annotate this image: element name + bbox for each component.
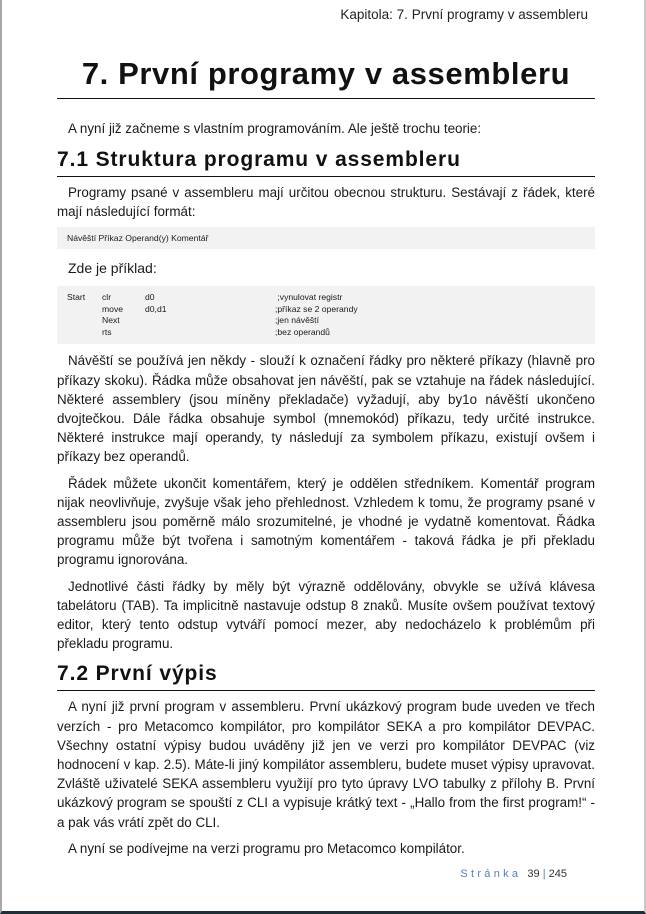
example-label: Zde je příklad: [68, 260, 157, 277]
page-content [57, 56, 595, 858]
section-heading-7-2: 7.2 První výpis [57, 661, 595, 691]
running-header: Kapitola: 7. První programy v assembleru [340, 7, 588, 22]
code-example [57, 286, 595, 344]
code-label [67, 327, 102, 339]
code-line [67, 327, 585, 339]
page-footer [460, 868, 567, 880]
code-comment: ;jen návěští [275, 315, 319, 326]
code-mnemonic: rts [102, 326, 112, 337]
code-mnemonic: Next [102, 315, 120, 326]
paragraph: Programy psané v assembleru mají určitou obecnou strukturu. Sestávají z řádek, které mají následující formát: [57, 185, 595, 220]
code-mnemonic: clr [102, 292, 112, 303]
paragraph: A nyní již první program v assembleru. První ukázkový program bude uveden ve třech verzích - pro Metacomco kompilátor, pro kompilátor SEKA a pro kompilátor DEVPAC. Všechny ostatní výpisy budou uváděny již jen ve verzi pro kompilátor DEVPAC (viz hodnocení v kap. 2.5). Máte-li jiný kompilátor assembleru, budete muset výpisy upravovat. Zvláště uživatelé SEKA assembleru využijí pro tyto úpravy LVO tabulky z přílohy B. První ukázkový program se spouští z CLI a vypisuje krátký text - „Hallo from the first program!“ - a pak vás vrátí zpět do CLI. [57, 699, 595, 830]
code-label [67, 304, 102, 316]
paragraph: Návěští se používá jen někdy - slouží k označení řádky pro některé příkazy (hlavně pro příkazy skoku). Řádka může obsahovat jen návěští, pak se vztahuje na řádek následující. Některé assemblery (jsou míněny překladače) vyžadují, aby by1o návěští ukončeno dvojtečkou. Dále řádka obsahuje symbol (mnemokód) příkazu, tedy určité instrukce. Některé instrukce mají operandy, ty následují za symbolem příkazu, existují ovšem i příkazy bez operandů. [57, 353, 595, 465]
paragraph: Řádek můžete ukončit komentářem, který je oddělen středníkem. Komentář program nijak neovlivňuje, zvyšuje však jeho přehlednost. Vzhledem k tomu, že programy psané v assembleru jsou poměrně málo srozumitelné, je vhodné je vydatně komentovat. Řádka programu může být tvořena i samotným komentářem - taková řádka je při překladu programu ignorována. [57, 475, 595, 568]
code-operands: d0,d1 [145, 303, 167, 314]
total-pages: 245 [548, 868, 567, 880]
code-label [67, 315, 102, 327]
code-label: Start [67, 292, 86, 303]
code-comment: ;bez operandů [275, 326, 330, 337]
page-word: Stránka [460, 868, 522, 880]
code-comment: ;příkaz se 2 operandy [275, 303, 358, 314]
code-line [67, 304, 585, 316]
code-mnemonic: move [102, 303, 124, 314]
code-line [67, 292, 585, 304]
intro-paragraph: A nyní již začneme s vlastním programováním. Ale ještě trochu teorie: [68, 121, 482, 136]
code-line [67, 315, 585, 327]
paragraph: A nyní se podívejme na verzi programu pro Metacomco kompilátor. [68, 840, 465, 856]
page-separator: | [542, 868, 546, 880]
code-operands [145, 327, 275, 339]
paragraph: Jednotlivé části řádky by měly být výrazně oddělovány, obvykle se užívá klávesa tabelátoru (TAB). Ta implicitně nastavuje odstup 8 znaků. Musíte ovšem používat textový editor, který tento odstup vytváří pomocí mezer, aby nedocházelo k problémům při překladu programu. [57, 578, 595, 652]
code-operands: d0 [145, 292, 155, 303]
code-comment: ;vynulovat registr [275, 292, 343, 303]
chapter-title: 7. První programy v assembleru [57, 56, 595, 99]
section-heading-7-1: 7.1 Struktura programu v assembleru [57, 147, 595, 177]
page-number: 39 [527, 868, 540, 880]
format-line: Návěští Příkaz Operand(y) Komentář [67, 233, 209, 244]
format-line-box [57, 227, 595, 249]
code-operands [145, 315, 275, 327]
